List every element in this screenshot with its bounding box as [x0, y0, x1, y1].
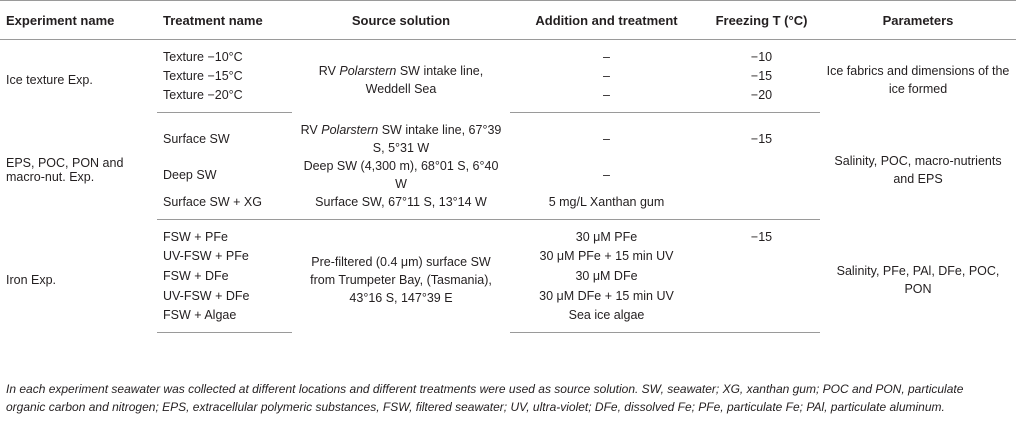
addition-cell: – [603, 131, 610, 146]
header-experiment-name: Experiment name [0, 1, 157, 40]
freezing-cell: −10 [750, 50, 773, 64]
treatment-cell: Texture −15°C [163, 69, 243, 83]
treatment-cell: UV-FSW + PFe [163, 248, 249, 263]
freezing-cell: −15 [750, 69, 773, 83]
source-text: SW intake line, Weddell Sea [365, 64, 484, 97]
source-text: Deep SW (4,300 m), 68°01 S, 6°40 W [303, 158, 499, 191]
source-cell [292, 40, 510, 113]
header-parameters: Parameters [820, 1, 1016, 40]
header-row [0, 1, 1016, 40]
treatment-cell: Texture −20°C [157, 86, 292, 113]
addition-cell: 30 μM DFe [575, 268, 638, 283]
source-text: Surface SW, 67°11 S, 13°14 W [315, 194, 487, 209]
group-eps-poc-pon [0, 113, 1016, 220]
header-source-solution: Source solution [292, 1, 510, 40]
source-italic-text: Polarstern [339, 64, 397, 79]
freezing-cell [703, 157, 820, 193]
source-cell [292, 157, 510, 193]
treatment-cell: Texture −10°C [163, 50, 243, 64]
freezing-cell: −20 [703, 86, 820, 113]
addition-cell: – [603, 167, 610, 182]
addition-cell: 30 μM PFe [575, 229, 638, 244]
treatment-cell: UV-FSW + DFe [163, 288, 250, 303]
treatment-cell: FSW + PFe [163, 229, 228, 244]
table-row [0, 113, 1016, 157]
parameters-cell: Salinity, PFe, PAl, DFe, POC, PON [836, 263, 1000, 296]
addition-cell: – [603, 50, 610, 64]
header-treatment-name: Treatment name [157, 1, 292, 40]
header-addition-treatment: Addition and treatment [510, 1, 703, 40]
freezing-cell [703, 306, 820, 333]
source-italic-text: Polarstern [321, 122, 379, 137]
treatment-cell: Deep SW [163, 167, 217, 182]
source-text: RV [300, 122, 322, 137]
group-iron [0, 219, 1016, 332]
group-ice-texture [0, 40, 1016, 113]
treatment-cell: FSW + Algae [157, 306, 292, 333]
addition-cell: – [510, 86, 703, 113]
freezing-cell: −15 [750, 131, 773, 146]
source-cell [292, 193, 510, 220]
table-footnote: In each experiment seawater was collected at different locations and different treatments were used as source solution. SW, seawater; XG, xanthan gum; POC and PON, particulate organic carbon and nitrogen; EPS, extracellular polymeric substances, FSW, filtered seawater; UV, ultra-violet; DFe, dissolved Fe; PFe, particulate Fe; PAl, particulate aluminum. [6, 382, 964, 414]
freezing-cell [703, 266, 820, 286]
freezing-cell [703, 286, 820, 306]
source-text: SW intake line, 67°39 S, 5°31 W [372, 122, 502, 155]
treatment-cell: FSW + DFe [163, 268, 229, 283]
freezing-cell [703, 246, 820, 266]
parameters-cell: Ice fabrics and dimensions of the ice formed [826, 64, 1010, 97]
experiment-name-cell: EPS, POC, PON and macro-nut. Exp. [6, 155, 124, 184]
parameters-cell: Salinity, POC, macro-nutrients and EPS [834, 153, 1002, 186]
experiment-name-cell: Iron Exp. [6, 272, 57, 287]
freezing-cell: −15 [750, 229, 773, 244]
freezing-cell [703, 193, 820, 220]
source-text: RV [318, 64, 340, 79]
addition-cell: 5 mg/L Xanthan gum [510, 193, 703, 220]
addition-cell: – [603, 69, 610, 83]
table-row [0, 219, 1016, 246]
table-row [0, 40, 1016, 67]
addition-cell: 30 μM DFe + 15 min UV [539, 288, 674, 303]
experiment-name-cell: Ice texture Exp. [6, 73, 93, 88]
source-cell [292, 113, 510, 157]
header-freezing-t: Freezing T (°C) [703, 1, 820, 40]
addition-cell: 30 μM PFe + 15 min UV [539, 248, 674, 263]
addition-cell: Sea ice algae [510, 306, 703, 333]
treatment-cell: Surface SW [163, 131, 230, 146]
treatment-cell: Surface SW + XG [157, 193, 292, 220]
source-cell: Pre-filtered (0.4 μm) surface SW from Trumpeter Bay, (Tasmania), 43°16 S, 147°39 E [310, 254, 492, 305]
